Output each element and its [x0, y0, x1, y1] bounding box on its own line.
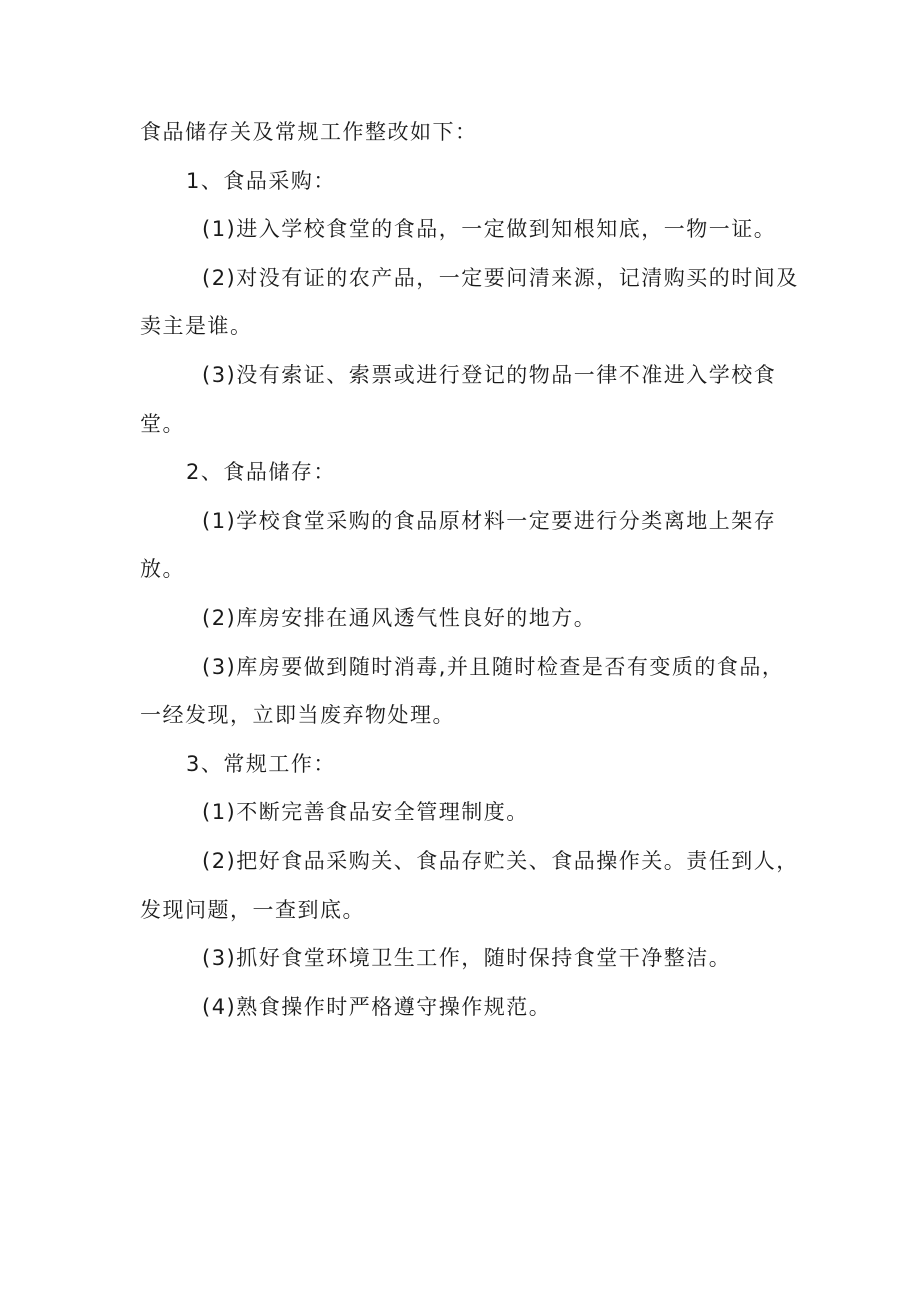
section-heading-food-storage: 2、食品储存：: [186, 460, 336, 485]
list-item: (1)不断完善食品安全管理制度。: [202, 800, 529, 825]
list-item: (1)进入学校食堂的食品，一定做到知根知底，一物一证。: [202, 217, 777, 242]
list-item: (3)没有索证、索票或进行登记的物品一律不准进入学校食堂。: [140, 362, 777, 436]
document-body: [140, 108, 800, 1031]
list-item: (3)抓好食堂环境卫生工作，随时保持食堂干净整洁。: [202, 946, 732, 971]
list-item: (4)熟食操作时严格遵守操作规范。: [202, 994, 552, 1019]
list-item: (2)对没有证的农产品，一定要问清来源，记清购买的时间及卖主是谁。: [140, 265, 799, 339]
section-heading-food-purchase: 1、食品采购：: [186, 168, 336, 193]
intro-paragraph: 食品储存关及常规工作整改如下：: [140, 120, 478, 144]
section-heading-routine-work: 3、常规工作：: [186, 751, 336, 776]
list-item: (2)把好食品采购关、食品存贮关、食品操作关。责任到人，发现问题，一查到底。: [140, 848, 799, 922]
list-item: (3)库房要做到随时消毒,并且随时检查是否有变质的食品，一经发现，立即当废弃物处理。: [140, 654, 785, 728]
list-item: (2)库房安排在通风透气性良好的地方。: [202, 605, 597, 630]
list-item: (1)学校食堂采购的食品原材料一定要进行分类离地上架存放。: [140, 508, 777, 582]
